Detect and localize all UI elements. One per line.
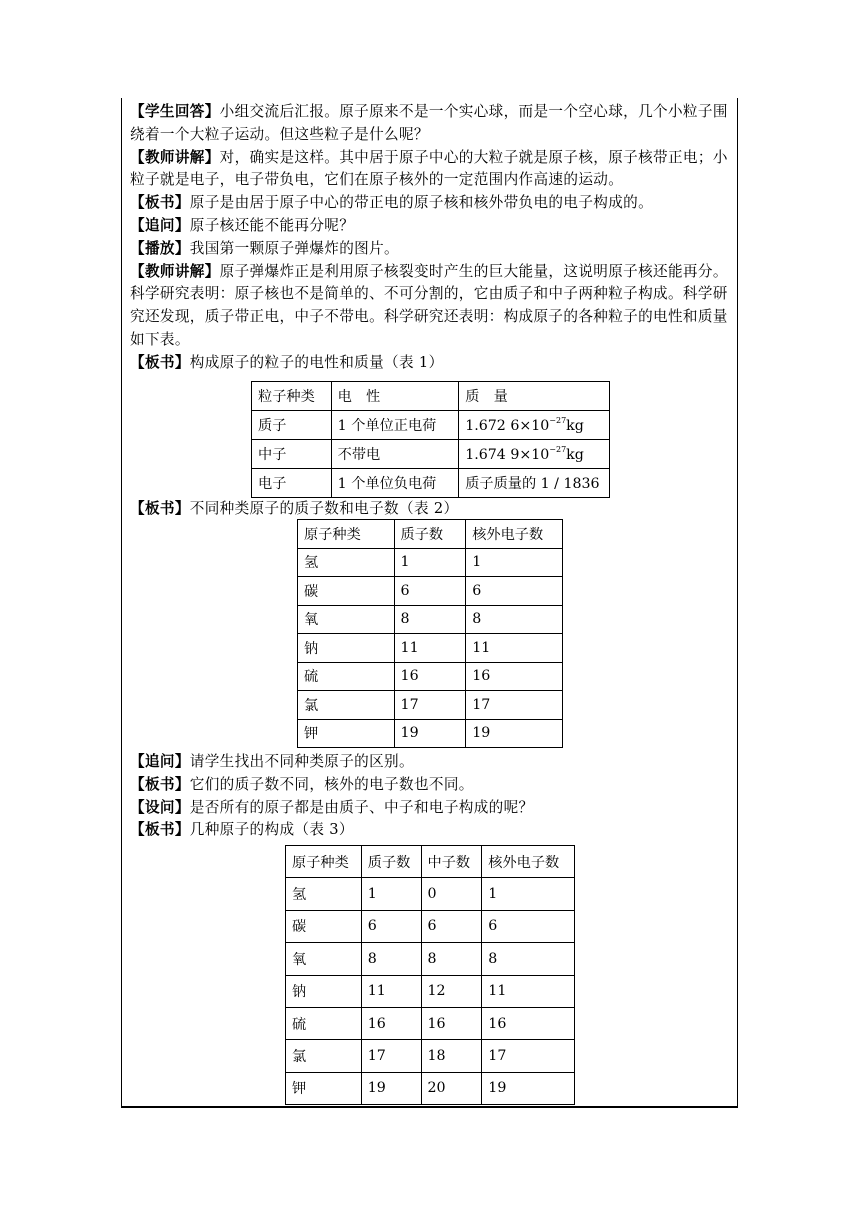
table-cell: 11 — [466, 634, 563, 663]
paragraph-text: 它们的质子数不同，核外的电子数也不同。 — [189, 775, 474, 793]
table-cell: 氢 — [298, 548, 395, 577]
header-cell: 粒子种类 — [252, 382, 332, 411]
table-cell: 硫 — [298, 662, 395, 691]
table-cell: 8 — [394, 605, 466, 634]
header-cell: 原子种类 — [286, 846, 362, 878]
table-cell: 6 — [421, 910, 482, 942]
table-cell: 1 个单位正电荷 — [331, 411, 459, 440]
lesson-content — [130, 101, 734, 375]
table-cell — [459, 411, 610, 440]
table-cell: 8 — [466, 605, 563, 634]
middle-paragraphs — [130, 751, 734, 842]
paragraph-text: 对，确实是这样。其中居于原子中心的大粒子就是原子核，原子核带正电；小粒子就是电子，电子带负电，它们在原子核外的一定范围内作高速的运动。 — [130, 148, 728, 189]
paragraph-teacher-explain — [130, 147, 734, 193]
table-row — [286, 910, 575, 942]
section-tag: 【板书】 — [130, 775, 190, 793]
mass-exponent: −27 — [549, 416, 567, 425]
paragraph-board-note — [130, 192, 734, 215]
table-cell: 氢 — [286, 878, 362, 910]
mass-value: 1.672 6×10 — [465, 418, 550, 434]
table-cell: 6 — [394, 577, 466, 606]
header-cell: 质子数 — [361, 846, 421, 878]
table-row — [298, 634, 563, 663]
table-proton-electron — [297, 519, 563, 748]
table2-caption-block — [130, 498, 734, 521]
section-tag: 【设问】 — [130, 798, 190, 816]
table-cell: 16 — [421, 1007, 482, 1039]
table-header-row — [252, 382, 610, 411]
section-tag: 【板书】 — [130, 500, 190, 517]
table-atom-composition — [285, 845, 575, 1105]
paragraph-question — [130, 797, 734, 820]
paragraph-text: 不同种类原子的质子数和电子数（表 2） — [189, 500, 459, 517]
section-tag: 【追问】 — [130, 753, 190, 770]
table-row — [286, 1007, 575, 1039]
table-cell: 11 — [482, 975, 575, 1007]
table-cell: 16 — [394, 662, 466, 691]
table-cell: 18 — [421, 1040, 482, 1072]
mass-unit: kg — [566, 447, 584, 463]
section-tag: 【板书】 — [130, 821, 190, 839]
section-tag: 【教师讲解】 — [130, 148, 220, 166]
table-row — [298, 548, 563, 577]
table-row — [286, 878, 575, 910]
table-cell: 1 个单位负电荷 — [331, 469, 459, 498]
table-cell: 钾 — [286, 1072, 362, 1104]
paragraph-text: 是否所有的原子都是由质子、中子和电子构成的呢？ — [189, 798, 534, 816]
header-cell: 质子数 — [394, 520, 466, 549]
section-tag: 【学生回答】 — [130, 103, 220, 120]
table-cell: 16 — [466, 662, 563, 691]
paragraph-text: 构成原子的粒子的电性和质量（表 1） — [189, 353, 444, 371]
table-cell: 氯 — [298, 691, 395, 720]
table-cell: 6 — [361, 910, 421, 942]
paragraph-follow-up-2 — [130, 751, 734, 774]
section-tag: 【播放】 — [130, 239, 190, 257]
table-cell: 钾 — [298, 719, 395, 748]
paragraph-text: 原子弹爆炸正是利用原子核裂变时产生的巨大能量，这说明原子核还能再分。科学研究表明：原子核也不是简单的、不可分割的，它由质子和中子两种粒子构成。科学研究还发现，质子带正电，中子不带电。科学研究还表明：构成原子的各种粒子的电性和质量如下表。 — [130, 262, 728, 348]
table-cell: 质子 — [252, 411, 332, 440]
table-cell: 氧 — [286, 943, 362, 975]
table-row — [298, 577, 563, 606]
paragraph-table1-title — [130, 352, 734, 375]
paragraph-student-answer — [130, 101, 734, 147]
table-header-row — [298, 520, 563, 549]
table-cell: 不带电 — [331, 440, 459, 469]
table-particle-properties — [251, 381, 610, 498]
table-cell: 20 — [421, 1072, 482, 1104]
paragraph-text: 小组交流后汇报。原子原来不是一个实心球，而是一个空心球，几个小粒子围绕着一个大粒子运动。但这些粒子是什么呢？ — [130, 103, 728, 143]
table-cell: 硫 — [286, 1007, 362, 1039]
table-cell: 8 — [421, 943, 482, 975]
table-cell: 中子 — [252, 440, 332, 469]
table-cell: 19 — [482, 1072, 575, 1104]
table-cell: 16 — [361, 1007, 421, 1039]
table-cell: 碳 — [298, 577, 395, 606]
table-cell: 1 — [394, 548, 466, 577]
paragraph-board-note-2 — [130, 774, 734, 797]
table-cell: 钠 — [298, 634, 395, 663]
table-cell: 6 — [466, 577, 563, 606]
header-cell: 电 性 — [331, 382, 459, 411]
table-cell: 质子质量的 1 / 1836 — [459, 469, 610, 498]
mass-value: 1.674 9×10 — [465, 447, 550, 463]
header-cell: 核外电子数 — [466, 520, 563, 549]
mass-exponent: −27 — [549, 445, 567, 454]
table-cell: 19 — [466, 719, 563, 748]
table-cell: 16 — [482, 1007, 575, 1039]
paragraph-table2-title — [130, 498, 734, 521]
table-cell: 6 — [482, 910, 575, 942]
table-row — [286, 1040, 575, 1072]
table-cell: 1 — [482, 878, 575, 910]
paragraph-table3-title — [130, 819, 734, 842]
table-row — [286, 1072, 575, 1104]
table-row — [298, 719, 563, 748]
header-cell: 中子数 — [421, 846, 482, 878]
table-cell: 1 — [466, 548, 563, 577]
paragraph-teacher-explain-2 — [130, 261, 734, 352]
table-row — [252, 469, 610, 498]
table-cell: 1 — [361, 878, 421, 910]
table-cell: 17 — [394, 691, 466, 720]
table-row — [252, 440, 610, 469]
header-cell: 核外电子数 — [482, 846, 575, 878]
table-cell: 17 — [361, 1040, 421, 1072]
table-cell: 8 — [361, 943, 421, 975]
header-cell: 质 量 — [459, 382, 610, 411]
section-tag: 【教师讲解】 — [130, 262, 220, 280]
section-tag: 【板书】 — [130, 194, 190, 212]
header-cell: 原子种类 — [298, 520, 395, 549]
table-row — [252, 411, 610, 440]
table-header-row — [286, 846, 575, 878]
table-cell: 氧 — [298, 605, 395, 634]
table-cell: 碳 — [286, 910, 362, 942]
paragraph-play — [130, 238, 734, 261]
mass-unit: kg — [566, 418, 584, 434]
table-row — [286, 943, 575, 975]
paragraph-text: 我国第一颗原子弹爆炸的图片。 — [189, 239, 399, 257]
paragraph-text: 原子核还能不能再分呢？ — [189, 216, 355, 234]
table-cell: 氯 — [286, 1040, 362, 1072]
table-cell — [459, 440, 610, 469]
table-cell: 电子 — [252, 469, 332, 498]
section-tag: 【追问】 — [130, 216, 190, 234]
paragraph-text: 几种原子的构成（表 3） — [189, 821, 354, 839]
table-cell: 17 — [466, 691, 563, 720]
paragraph-follow-up — [130, 215, 734, 238]
table-row — [298, 691, 563, 720]
table-row — [298, 605, 563, 634]
table-cell: 0 — [421, 878, 482, 910]
paragraph-text: 原子是由居于原子中心的带正电的原子核和核外带负电的电子构成的。 — [189, 194, 654, 212]
table-cell: 19 — [394, 719, 466, 748]
table-cell: 19 — [361, 1072, 421, 1104]
table-cell: 11 — [361, 975, 421, 1007]
table-cell: 12 — [421, 975, 482, 1007]
table-row — [286, 975, 575, 1007]
section-tag: 【板书】 — [130, 353, 190, 371]
table-cell: 8 — [482, 943, 575, 975]
table-cell: 11 — [394, 634, 466, 663]
paragraph-text: 请学生找出不同种类原子的区别。 — [189, 753, 414, 770]
table-row — [298, 662, 563, 691]
table-cell: 17 — [482, 1040, 575, 1072]
table-cell: 钠 — [286, 975, 362, 1007]
